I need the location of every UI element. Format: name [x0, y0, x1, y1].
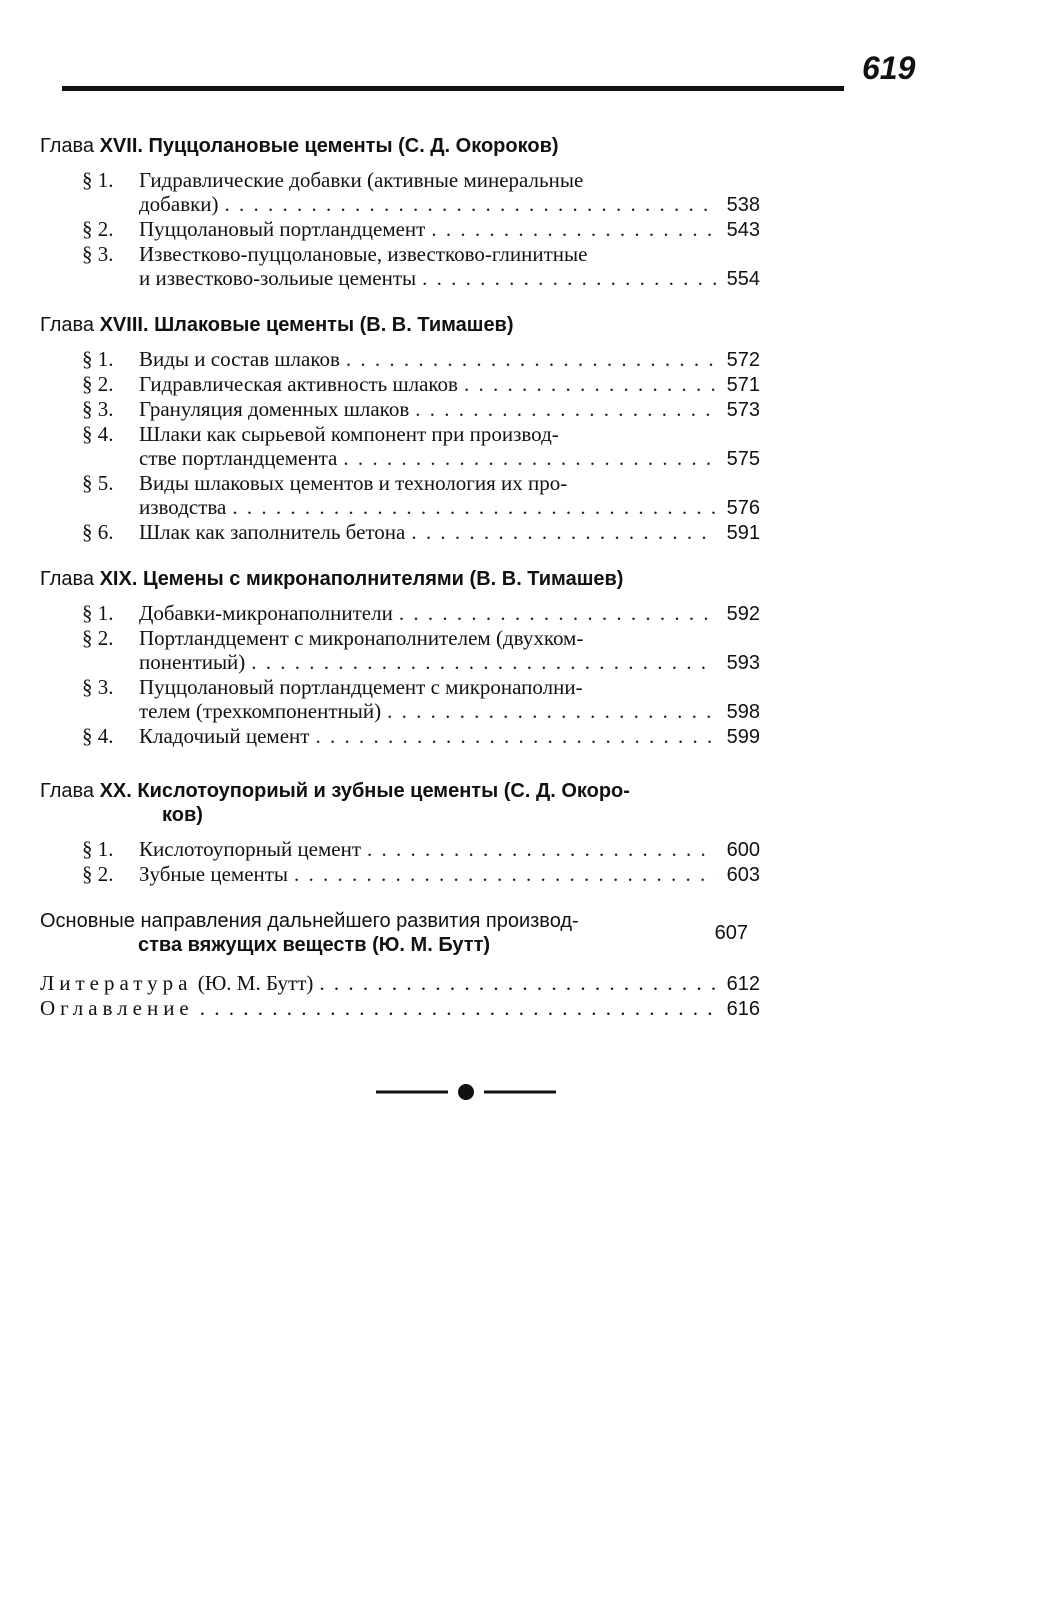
page-number: 619: [862, 50, 916, 86]
conclusion-entry[interactable]: [40, 909, 760, 957]
literature-author: (Ю. М. Бутт): [197, 971, 314, 995]
dot-leader: [343, 446, 716, 470]
chapter-heading[interactable]: [40, 567, 760, 591]
contents-entry[interactable]: [40, 996, 760, 1021]
chapter-title: Цемены с микронаполнителями (В. В. Тимашев): [142, 568, 624, 590]
entry-title: Шлак как заполнитель бетона: [139, 520, 406, 544]
entry-title: добавки): [139, 192, 219, 216]
section-list: [82, 168, 760, 291]
entry-title: Кладочиый цемент: [139, 724, 310, 748]
section-number: § 1.: [82, 168, 114, 192]
section-number: § 2.: [82, 626, 114, 650]
toc-entry[interactable]: [82, 626, 760, 675]
entry-page-number: 575: [726, 448, 760, 470]
section-number: § 3.: [82, 675, 114, 699]
dot-leader: [319, 971, 716, 995]
entry-page-number: 554: [726, 268, 760, 290]
literature-page: 612: [726, 973, 760, 995]
entry-title: Пуццолановый портландцемент: [139, 217, 426, 241]
chapter-section: [40, 779, 760, 887]
entry-title: изводства: [139, 495, 227, 519]
entry-title: Гидравлическая активность шлаков: [139, 372, 458, 396]
chapter-label: Глава: [40, 314, 95, 336]
chapter-title: Пуццолановые цементы (С. Д. Окороков): [148, 135, 559, 157]
dot-leader: [346, 347, 716, 371]
chapter-label: Глава: [40, 780, 95, 802]
dot-leader: [422, 266, 716, 290]
literature-label: Литература: [40, 971, 193, 995]
toc-entry[interactable]: [82, 601, 760, 626]
entry-title-line: Шлаки как сырьевой компонент при производ-: [139, 422, 559, 446]
section-number: § 2.: [82, 372, 114, 396]
chapter-list: [40, 134, 760, 887]
toc-entry[interactable]: [82, 675, 760, 724]
chapter-number: XIX.: [99, 568, 138, 590]
entry-title: Добавки-микронаполнители: [139, 601, 393, 625]
section-number: § 3.: [82, 242, 114, 266]
toc-entry[interactable]: [82, 724, 760, 749]
section-number: § 5.: [82, 471, 114, 495]
section-number: § 4.: [82, 422, 114, 446]
chapter-number: XVIII.: [99, 314, 149, 336]
section-number: § 2.: [82, 217, 114, 241]
toc-entry[interactable]: [82, 520, 760, 545]
toc-entry[interactable]: [82, 397, 760, 422]
dot-leader: [399, 601, 716, 625]
dot-leader: [200, 996, 716, 1020]
entry-title: телем (трехкомпонентный): [139, 699, 382, 723]
chapter-number: XX.: [99, 780, 132, 802]
conclusion-page: 607: [714, 922, 748, 944]
entry-title: Зубные цементы: [139, 862, 289, 886]
entry-title-line: Пуццолановый портландцемент с микронаполни-: [139, 675, 583, 699]
chapter-number: XVII.: [99, 135, 143, 157]
table-of-contents: [40, 134, 760, 1021]
entry-page-number: 573: [726, 399, 760, 421]
chapter-section: [40, 134, 760, 291]
end-ornament-icon: [376, 1080, 556, 1104]
contents-page: 616: [726, 998, 760, 1020]
chapter-label: Глава: [40, 568, 95, 590]
entry-page-number: 576: [726, 497, 760, 519]
toc-entry[interactable]: [82, 372, 760, 397]
literature-entry[interactable]: [40, 971, 760, 996]
entry-page-number: 572: [726, 349, 760, 371]
section-number: § 6.: [82, 520, 114, 544]
toc-entry[interactable]: [82, 242, 760, 291]
toc-entry[interactable]: [82, 347, 760, 372]
entry-title: и известково-зольиые цементы: [139, 266, 417, 290]
section-number: § 3.: [82, 397, 114, 421]
chapter-title: Кислотоупориый и зубные цементы (С. Д. Окоро-: [137, 780, 630, 802]
entry-page-number: 592: [726, 603, 760, 625]
dot-leader: [315, 724, 716, 748]
dot-leader: [367, 837, 716, 861]
entry-title-line: Портландцемент с микронаполнителем (двухком-: [139, 626, 584, 650]
conclusion-line-2: ства вяжущих веществ (Ю. М. Бутт): [138, 934, 491, 956]
contents-label: Оглавление: [40, 996, 194, 1020]
entry-page-number: 600: [726, 839, 760, 861]
chapter-label: Глава: [40, 135, 95, 157]
dot-leader: [411, 520, 716, 544]
entry-title: Грануляция доменных шлаков: [139, 397, 410, 421]
entry-page-number: 538: [726, 194, 760, 216]
section-list: [82, 837, 760, 887]
dot-leader: [431, 217, 716, 241]
back-matter: [40, 971, 760, 1021]
section-list: [82, 347, 760, 545]
section-number: § 4.: [82, 724, 114, 748]
entry-title: понентиый): [139, 650, 246, 674]
dot-leader: [415, 397, 716, 421]
entry-page-number: 543: [726, 219, 760, 241]
section-number: § 1.: [82, 601, 114, 625]
chapter-heading[interactable]: [40, 313, 760, 337]
entry-page-number: 593: [726, 652, 760, 674]
section-number: § 1.: [82, 347, 114, 371]
toc-entry[interactable]: [82, 862, 760, 887]
chapter-section: [40, 567, 760, 749]
toc-entry[interactable]: [82, 471, 760, 520]
entry-page-number: 571: [726, 374, 760, 396]
toc-entry[interactable]: [82, 168, 760, 217]
chapter-heading[interactable]: [40, 134, 760, 158]
dot-leader: [294, 862, 716, 886]
dot-leader: [232, 495, 716, 519]
entry-page-number: 591: [726, 522, 760, 544]
chapter-section: [40, 313, 760, 545]
entry-title: Кислотоупорный цемент: [139, 837, 362, 861]
entry-title: Виды и состав шлаков: [139, 347, 340, 371]
section-list: [82, 601, 760, 749]
entry-title-line: Известково-пуццолановые, известково-глинитные: [139, 242, 588, 266]
dot-leader: [464, 372, 716, 396]
conclusion-line-1: Основные направления дальнейшего развития производ-: [40, 910, 579, 932]
entry-title-line: Виды шлаковых цементов и технология их про-: [139, 471, 568, 495]
header-rule: [62, 86, 844, 91]
toc-entry[interactable]: [82, 422, 760, 471]
entry-page-number: 599: [726, 726, 760, 748]
dot-leader: [251, 650, 716, 674]
dot-leader: [387, 699, 716, 723]
chapter-title: Шлаковые цементы (В. В. Тимашев): [154, 314, 514, 336]
chapter-heading[interactable]: [40, 779, 760, 827]
section-number: § 1.: [82, 837, 114, 861]
toc-entry[interactable]: [82, 837, 760, 862]
toc-entry[interactable]: [82, 217, 760, 242]
section-number: § 2.: [82, 862, 114, 886]
entry-title-line: Гидравлические добавки (активные минеральные: [139, 168, 584, 192]
dot-leader: [225, 192, 716, 216]
entry-title: стве портландцемента: [139, 446, 338, 470]
chapter-title-continuation: ков): [162, 804, 203, 826]
entry-page-number: 598: [726, 701, 760, 723]
entry-page-number: 603: [726, 864, 760, 886]
